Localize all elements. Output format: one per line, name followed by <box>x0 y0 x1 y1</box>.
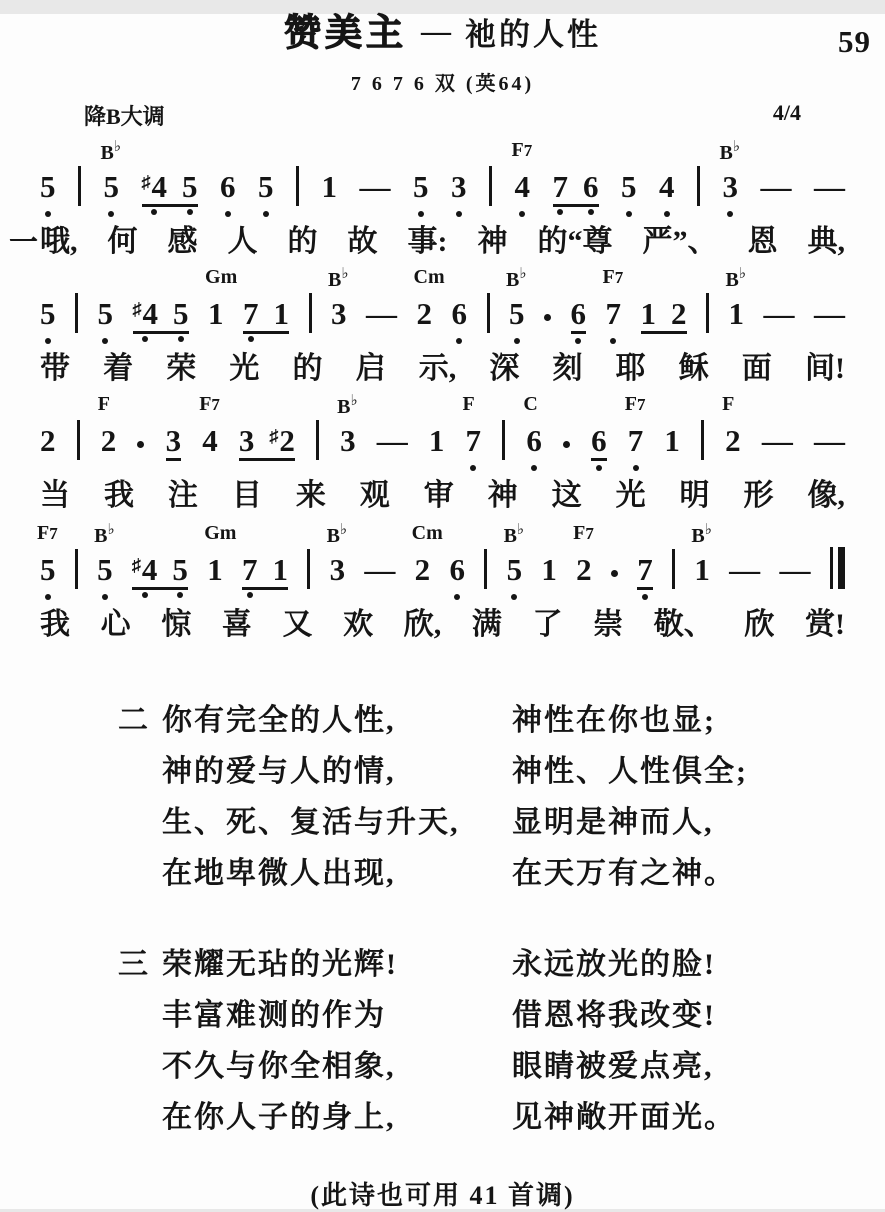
chord-label: B♭ <box>725 265 746 291</box>
augmentation-dot <box>611 570 618 590</box>
barline <box>75 293 78 333</box>
note-token: 2 <box>671 295 687 331</box>
verse-line <box>162 797 748 848</box>
low-octave-dot <box>588 209 594 215</box>
note-token: 5 <box>182 171 198 202</box>
flat-sign: ♭ <box>339 521 347 538</box>
verse-line <box>162 990 736 1041</box>
chord-extension: 7 <box>585 523 594 543</box>
barline <box>697 166 700 206</box>
lyric-syllable: 典, <box>807 224 845 258</box>
notation-line <box>40 392 845 461</box>
lyric-syllable: 荣 <box>166 351 197 385</box>
barline <box>307 549 310 589</box>
lyric-syllable: 启 <box>355 351 386 385</box>
note-token: B♭ 3 <box>337 392 358 458</box>
beam-group <box>132 295 189 334</box>
note-token: 6 <box>449 554 465 590</box>
chord-label: B♭ <box>337 392 358 418</box>
barline <box>309 293 312 333</box>
note-token: F 2 <box>722 392 741 458</box>
low-octave-dot <box>531 465 537 471</box>
low-octave-dot <box>626 211 632 217</box>
lyric-syllable: 欢 <box>343 607 374 641</box>
barline <box>78 166 81 206</box>
chord-label: B♭ <box>94 521 115 547</box>
lyric-syllable: 深 <box>489 351 520 385</box>
verse-line <box>162 848 748 899</box>
note-token: F7 5 <box>40 554 56 590</box>
chord-label: Gm <box>205 265 238 288</box>
lyric-syllable: 注 <box>167 478 198 512</box>
lyric-syllable: 光 <box>229 351 260 385</box>
music-system-4 <box>37 514 845 643</box>
lyric-syllable: 目 <box>231 478 262 512</box>
low-octave-dot <box>45 338 51 344</box>
low-octave-dot <box>102 338 108 344</box>
lyric-syllable: 满 <box>471 607 502 641</box>
chord-label: B♭ <box>506 265 527 291</box>
low-octave-dot <box>108 211 114 217</box>
barline <box>502 420 505 460</box>
augmentation-dot <box>563 441 570 461</box>
chord-label: F <box>462 392 475 415</box>
lyric-syllable: 光 <box>615 478 646 512</box>
note-token: 5 <box>621 171 637 207</box>
hymn-title-sub: 祂的人性 <box>465 17 601 52</box>
note-token: 6 <box>571 298 587 334</box>
chord-label: C <box>523 392 538 415</box>
verse-line-right: 显明是神而人, <box>512 805 714 839</box>
barline <box>316 420 319 460</box>
low-octave-dot <box>418 211 424 217</box>
note-token: 7 <box>553 171 569 202</box>
low-octave-dot <box>151 209 157 215</box>
dash-token: — <box>364 551 396 587</box>
lyric-syllable: 刻 <box>552 351 583 385</box>
note-token: 5 <box>173 298 189 329</box>
verse-line-right: 神性在你也显; <box>512 703 716 737</box>
flat-sign: ♭ <box>341 265 349 282</box>
note-token: ♯4 <box>133 298 159 329</box>
verse-body <box>162 939 736 1143</box>
lyric-line <box>9 224 845 260</box>
low-octave-dot <box>511 594 517 600</box>
low-octave-dot <box>247 592 253 598</box>
note-token: 1 <box>428 422 445 458</box>
chord-label: B♭ <box>719 138 740 164</box>
note-token: 5 <box>172 554 188 585</box>
note-token: 1 <box>272 551 288 587</box>
lyric-syllable: 事: <box>407 224 448 258</box>
chord-label: F7 <box>602 265 624 288</box>
chord-label: B♭ <box>326 521 347 547</box>
sharp-sign: ♯ <box>131 554 141 575</box>
notation-line <box>37 521 845 590</box>
note-token: B♭ 3 <box>326 521 347 587</box>
lyric-syllable: 我 <box>40 607 70 641</box>
lyric-syllable: 神 <box>477 224 508 258</box>
low-octave-dot <box>177 592 183 598</box>
note-token: Gm 1 <box>205 265 238 331</box>
note-token: 3 <box>238 422 255 458</box>
dash-token: — <box>359 168 391 204</box>
note-token: B♭ 5 <box>507 554 523 590</box>
key-signature: 降B大调 <box>84 103 165 129</box>
note-token: Cm 2 <box>413 265 445 331</box>
dash-token: — <box>814 295 845 331</box>
lyric-syllable: 着 <box>103 351 134 385</box>
barline <box>296 166 299 206</box>
lyric-syllable: 带 <box>40 351 70 385</box>
low-octave-dot <box>142 592 148 598</box>
note-token: ♯4 <box>142 171 168 202</box>
low-octave-dot <box>178 336 184 342</box>
lyric-syllable: 惊 <box>161 607 192 641</box>
note-token: 5 <box>40 298 56 334</box>
note-token: ♯4 <box>132 554 158 585</box>
dash-token: — <box>760 168 792 204</box>
low-octave-dot <box>45 211 51 217</box>
note-token: 3 <box>166 425 182 461</box>
note-token: 6 <box>591 425 607 461</box>
dash-token: — <box>366 295 397 331</box>
low-octave-dot <box>248 336 254 342</box>
lyric-syllable: 喜 <box>221 607 252 641</box>
augmentation-dot <box>137 441 144 461</box>
verse-line-left: 不久与你全相象, <box>162 1049 396 1083</box>
chord-extension: 7 <box>523 140 533 160</box>
lyric-syllable: 这 <box>551 478 582 512</box>
note-token: 6 <box>220 171 236 207</box>
lyric-syllable: 敬、 <box>653 607 714 641</box>
dash-token: — <box>814 168 845 204</box>
chord-extension: 7 <box>614 267 624 287</box>
time-signature: 4/4 <box>772 99 801 125</box>
chord-label: F7 <box>511 138 533 161</box>
chord-label: F7 <box>199 392 220 415</box>
verse-line-right: 永远放光的脸! <box>512 947 716 981</box>
note-token: 1 <box>664 422 680 458</box>
chord-label: F7 <box>573 521 594 544</box>
note-token: Cm 2 <box>411 521 443 587</box>
verse-line-right: 神性、人性俱全; <box>512 754 748 788</box>
chord-label: B♭ <box>691 521 712 547</box>
lyric-syllable: 的 <box>292 351 323 385</box>
lyric-syllable: 观 <box>359 478 390 512</box>
chord-label: Cm <box>411 521 443 544</box>
beam-group <box>640 295 687 334</box>
note-token: ♯2 <box>269 422 295 458</box>
lyric-line <box>40 478 845 514</box>
low-octave-dot <box>575 338 581 344</box>
barline <box>75 549 78 589</box>
lyric-syllable: 示, <box>418 351 457 385</box>
low-octave-dot <box>727 211 733 217</box>
note-token: F 7 <box>466 425 482 461</box>
low-octave-dot <box>263 211 269 217</box>
verse-blocks <box>0 695 885 1143</box>
verse-line-left: 生、死、复活与升天, <box>162 805 460 839</box>
note-token: B♭ 3 <box>723 171 739 207</box>
augmentation-dot <box>544 314 551 334</box>
note-token: Gm 1 <box>204 521 237 587</box>
lyric-syllable: 明 <box>679 478 710 512</box>
lyric-syllable: 崇 <box>593 607 624 641</box>
hymn-title-main: 赞美主 <box>284 13 407 54</box>
low-octave-dot <box>514 338 520 344</box>
verse-number: 三 <box>118 947 148 981</box>
verse-2 <box>118 695 885 899</box>
verse-body <box>162 695 748 899</box>
note-token: 1 <box>541 551 557 587</box>
key-time-row <box>0 100 885 131</box>
lyric-syllable: 的“尊 <box>537 224 613 258</box>
note-token: 3 <box>451 171 467 207</box>
lyric-syllable: 故 <box>347 224 378 258</box>
flat-sign: ♭ <box>516 521 524 538</box>
chord-label: Cm <box>413 265 445 288</box>
chord-extension: 7 <box>49 523 58 543</box>
beam-group <box>141 168 198 207</box>
low-octave-dot <box>456 338 462 344</box>
low-octave-dot <box>596 465 602 471</box>
flat-sign: ♭ <box>738 265 746 282</box>
verse-line <box>162 695 748 746</box>
beam-group <box>552 168 599 207</box>
verse-line-left: 你有完全的人性, <box>162 703 396 737</box>
note-token: 5 <box>413 171 429 207</box>
low-octave-dot <box>557 209 563 215</box>
lyric-syllable: 面 <box>741 351 772 385</box>
notation-line <box>40 138 845 207</box>
note-token: B♭ 5 <box>97 554 113 590</box>
music-system-2 <box>40 260 845 387</box>
low-octave-dot <box>456 211 462 217</box>
chord-label: B♭ <box>328 265 349 291</box>
lyric-syllable: 稣 <box>678 351 709 385</box>
meter-line: 7 6 7 6 双 (英64) <box>350 72 535 95</box>
note-token: B♭ 5 <box>104 171 120 207</box>
verse-line-left: 在地卑微人出现, <box>162 856 396 890</box>
chord-label: Gm <box>204 521 237 544</box>
note-token: B♭ 1 <box>725 265 746 331</box>
beam-group <box>131 551 188 590</box>
verse-marker: 一 <box>9 226 39 259</box>
lyric-syllable: 来 <box>295 478 326 512</box>
note-token: F 2 <box>97 392 117 458</box>
beam-group <box>238 422 295 461</box>
low-octave-dot <box>633 465 639 471</box>
note-token: F7 7 <box>628 425 644 461</box>
note-token: 5 <box>98 298 114 334</box>
low-octave-dot <box>225 211 231 217</box>
sharp-sign: ♯ <box>141 171 151 192</box>
lyric-syllable: 心 <box>100 607 131 641</box>
lyric-syllable: 哦, <box>40 224 78 258</box>
note-token: F7 4 <box>199 392 220 458</box>
note-token: 7 <box>243 298 259 329</box>
note-token: C 6 <box>526 425 542 461</box>
music-systems <box>0 133 885 643</box>
note-token: 6 <box>452 298 468 334</box>
lyric-syllable: 形 <box>743 478 774 512</box>
barline <box>487 293 490 333</box>
verse-line <box>162 939 736 990</box>
barline <box>484 549 487 589</box>
lyric-syllable: 人 <box>227 224 258 258</box>
lyric-syllable: 何 <box>107 224 138 258</box>
low-octave-dot <box>470 465 476 471</box>
dash-token: — <box>729 551 761 587</box>
note-token: 1 <box>273 295 289 331</box>
chord-extension: 7 <box>211 394 220 414</box>
lyric-syllable: 我 <box>103 478 134 512</box>
dash-token: — <box>376 422 408 458</box>
note-token: 5 <box>258 171 274 207</box>
dash-token: — <box>761 422 793 458</box>
verse-line-right: 见神敞开面光。 <box>512 1100 736 1134</box>
verse-line-left: 丰富难测的作为 <box>162 998 386 1032</box>
verse-line <box>162 1041 736 1092</box>
hymn-title-dash: — <box>421 15 451 48</box>
barline <box>489 166 492 206</box>
flat-sign: ♭ <box>107 521 115 538</box>
verse-line-left: 在你人子的身上, <box>162 1100 396 1134</box>
lyric-syllable: 欣 <box>744 607 775 641</box>
note-token: 5 <box>40 171 56 207</box>
lyric-syllable: 感 <box>167 224 198 258</box>
verse-line-right: 眼睛被爱点亮, <box>512 1049 714 1083</box>
lyric-syllable: 了 <box>532 607 563 641</box>
dash-token: — <box>763 295 795 331</box>
flat-sign: ♭ <box>704 521 712 538</box>
verse-line-right: 在天万有之神。 <box>512 856 736 890</box>
low-octave-dot <box>45 594 51 600</box>
flat-sign: ♭ <box>732 138 740 155</box>
hymn-page <box>0 14 885 1209</box>
barline <box>706 293 709 333</box>
lyric-syllable: 恩 <box>747 224 778 258</box>
chord-label: B♭ <box>100 138 121 164</box>
verse-line <box>162 746 748 797</box>
lyric-syllable: 间! <box>805 351 845 385</box>
sharp-sign: ♯ <box>269 425 279 446</box>
low-octave-dot <box>610 338 616 344</box>
chord-label: B♭ <box>503 521 524 547</box>
barline <box>701 420 704 460</box>
barline <box>672 549 675 589</box>
note-token: 1 <box>640 295 656 331</box>
low-octave-dot <box>642 594 648 600</box>
notation-line <box>40 265 845 334</box>
lyric-syllable: 当 <box>40 478 70 512</box>
barline <box>77 420 80 460</box>
note-token: B♭ 3 <box>328 265 349 331</box>
note-token: 7 <box>637 554 653 590</box>
verse-line-right: 借恩将我改变! <box>512 998 716 1032</box>
final-barline <box>830 547 845 589</box>
low-octave-dot <box>142 336 148 342</box>
dash-token: — <box>779 551 811 587</box>
footnote: (此诗也可用 41 首调) <box>310 1180 575 1210</box>
beam-group <box>241 551 288 590</box>
lyric-syllable: 严”、 <box>642 224 718 258</box>
flat-sign: ♭ <box>113 138 121 155</box>
chord-label: F7 <box>37 521 58 544</box>
low-octave-dot <box>519 211 525 217</box>
note-token: B♭ 5 <box>509 298 525 334</box>
lyric-line <box>40 351 845 387</box>
lyric-line <box>40 607 845 643</box>
verse-number: 二 <box>118 703 148 737</box>
hymn-title <box>0 14 885 55</box>
note-token: 1 <box>321 168 337 204</box>
chord-label: F7 <box>624 392 646 415</box>
lyric-syllable: 欣, <box>403 607 442 641</box>
note-token: 4 <box>659 171 675 207</box>
chord-label: F <box>722 392 735 415</box>
dash-token: — <box>813 422 845 458</box>
lyric-syllable: 赏! <box>805 607 845 641</box>
low-octave-dot <box>454 594 460 600</box>
lyric-syllable: 神 <box>487 478 518 512</box>
lyric-syllable: 审 <box>423 478 454 512</box>
lyric-syllable: 的 <box>287 224 318 258</box>
low-octave-dot <box>187 209 193 215</box>
beam-group <box>243 295 289 334</box>
verse-3 <box>118 939 885 1143</box>
low-octave-dot <box>102 594 108 600</box>
note-token: B♭ 1 <box>691 521 712 587</box>
music-system-3 <box>40 387 845 514</box>
note-token: F7 4 <box>515 171 531 207</box>
chord-extension: 7 <box>636 394 646 414</box>
note-token: F7 2 <box>573 521 594 587</box>
sharp-sign: ♯ <box>132 298 142 319</box>
note-token: F7 7 <box>606 298 622 334</box>
low-octave-dot <box>664 211 670 217</box>
verse-line <box>162 1092 736 1143</box>
note-token: 7 <box>242 554 258 585</box>
page-number: 59 <box>838 24 871 59</box>
lyric-syllable: 像, <box>807 478 845 512</box>
note-token: 2 <box>40 422 56 458</box>
flat-sign: ♭ <box>519 265 527 282</box>
lyric-syllable: 耶 <box>615 351 646 385</box>
flat-sign: ♭ <box>350 392 358 409</box>
note-token: 6 <box>583 171 599 202</box>
verse-line-left: 神的爱与人的情, <box>162 754 396 788</box>
music-system-1 <box>9 133 845 260</box>
lyric-syllable: 又 <box>282 607 313 641</box>
chord-label: F <box>97 392 110 415</box>
verse-line-left: 荣耀无玷的光辉! <box>162 947 398 981</box>
